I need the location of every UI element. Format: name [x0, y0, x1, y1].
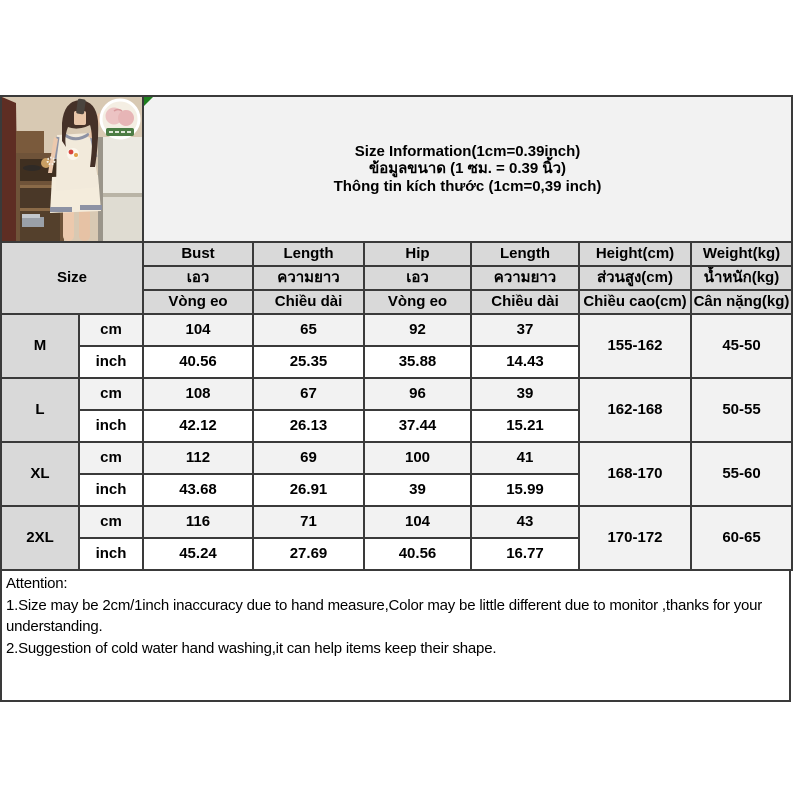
unit-cm-2xl: cm — [79, 506, 143, 538]
cell-l-height: 162-168 — [579, 378, 691, 442]
cell-m-cm-hip: 92 — [364, 314, 471, 346]
cell-xl-cm-bust: 112 — [143, 442, 253, 474]
cell-2xl-inch-length2: 16.77 — [471, 538, 579, 570]
unit-cm-l: cm — [79, 378, 143, 410]
unit-cm-m: cm — [79, 314, 143, 346]
cell-m-height: 155-162 — [579, 314, 691, 378]
cell-l-cm-bust: 108 — [143, 378, 253, 410]
col-header-hip-th: เอว — [364, 266, 471, 290]
col-header-length-en: Length — [253, 242, 364, 266]
cell-xl-inch-bust: 43.68 — [143, 474, 253, 506]
cell-corner-marker — [144, 97, 153, 106]
size-row-l-label: L — [1, 378, 79, 442]
col-header-height-vi: Chiều cao(cm) — [579, 290, 691, 314]
cell-xl-inch-length2: 15.99 — [471, 474, 579, 506]
col-header-weight-vi: Cân nặng(kg) — [691, 290, 792, 314]
attention-note — [0, 569, 791, 702]
cell-xl-weight: 55-60 — [691, 442, 792, 506]
cell-2xl-inch-length: 27.69 — [253, 538, 364, 570]
size-corner-label: Size — [1, 242, 143, 314]
attention-line-1: 1.Size may be 2cm/1inch inaccuracy due to hand measure,Color may be little different due to monitor ,thanks for your understanding. — [6, 596, 763, 635]
cell-l-cm-length: 67 — [253, 378, 364, 410]
cell-l-cm-hip: 96 — [364, 378, 471, 410]
cell-xl-inch-length: 26.91 — [253, 474, 364, 506]
col-header-bust-vi: Vòng eo — [143, 290, 253, 314]
col-header-length-vi: Chiều dài — [253, 290, 364, 314]
cell-m-inch-length2: 14.43 — [471, 346, 579, 378]
col-header-bust-en: Bust — [143, 242, 253, 266]
col-header-height-th: ส่วนสูง(cm) — [579, 266, 691, 290]
title-line-th: ข้อมูลขนาด (1 ซม. = 0.39 นิ้ว) — [368, 160, 567, 178]
col-header-hip-vi: Vòng eo — [364, 290, 471, 314]
cell-l-inch-length: 26.13 — [253, 410, 364, 442]
cell-2xl-cm-length: 71 — [253, 506, 364, 538]
unit-inch-l: inch — [79, 410, 143, 442]
cell-2xl-height: 170-172 — [579, 506, 691, 570]
cell-l-inch-length2: 15.21 — [471, 410, 579, 442]
cell-m-inch-bust: 40.56 — [143, 346, 253, 378]
cell-2xl-inch-bust: 45.24 — [143, 538, 253, 570]
cell-xl-inch-hip: 39 — [364, 474, 471, 506]
col-header-length2-en: Length — [471, 242, 579, 266]
col-header-weight-en: Weight(kg) — [691, 242, 792, 266]
size-info-title-cell — [143, 96, 792, 242]
cell-m-cm-bust: 104 — [143, 314, 253, 346]
col-header-height-en: Height(cm) — [579, 242, 691, 266]
unit-inch-2xl: inch — [79, 538, 143, 570]
title-line-vi: Thông tin kích thước (1cm=0,39 inch) — [333, 177, 602, 195]
cell-l-inch-hip: 37.44 — [364, 410, 471, 442]
cell-m-inch-length: 25.35 — [253, 346, 364, 378]
col-header-hip-en: Hip — [364, 242, 471, 266]
cell-l-cm-length2: 39 — [471, 378, 579, 410]
cell-2xl-inch-hip: 40.56 — [364, 538, 471, 570]
col-header-bust-th: เอว — [143, 266, 253, 290]
attention-heading: Attention: — [6, 575, 68, 592]
product-photo — [1, 96, 143, 242]
col-header-length-th: ความยาว — [253, 266, 364, 290]
unit-inch-m: inch — [79, 346, 143, 378]
cell-m-inch-hip: 35.88 — [364, 346, 471, 378]
cell-xl-cm-length2: 41 — [471, 442, 579, 474]
unit-inch-xl: inch — [79, 474, 143, 506]
cell-xl-cm-length: 69 — [253, 442, 364, 474]
attention-line-2: 2.Suggestion of cold water hand washing,it can help items keep their shape. — [6, 639, 497, 657]
cell-xl-height: 168-170 — [579, 442, 691, 506]
cell-xl-cm-hip: 100 — [364, 442, 471, 474]
size-row-m-label: M — [1, 314, 79, 378]
size-table — [0, 95, 793, 571]
size-row-xl-label: XL — [1, 442, 79, 506]
title-line-en: Size Information(1cm=0.39inch) — [354, 143, 581, 161]
cell-m-cm-length2: 37 — [471, 314, 579, 346]
col-header-length2-vi: Chiều dài — [471, 290, 579, 314]
cell-m-weight: 45-50 — [691, 314, 792, 378]
cell-m-cm-length: 65 — [253, 314, 364, 346]
cell-l-weight: 50-55 — [691, 378, 792, 442]
cell-2xl-cm-hip: 104 — [364, 506, 471, 538]
unit-cm-xl: cm — [79, 442, 143, 474]
size-chart-sheet — [0, 95, 792, 702]
col-header-length2-th: ความยาว — [471, 266, 579, 290]
cell-l-inch-bust: 42.12 — [143, 410, 253, 442]
size-row-2xl-label: 2XL — [1, 506, 79, 570]
col-header-weight-th: น้ำหนัก(kg) — [691, 266, 792, 290]
product-photo-illustration — [2, 97, 142, 241]
cell-2xl-cm-length2: 43 — [471, 506, 579, 538]
cell-2xl-cm-bust: 116 — [143, 506, 253, 538]
cell-2xl-weight: 60-65 — [691, 506, 792, 570]
